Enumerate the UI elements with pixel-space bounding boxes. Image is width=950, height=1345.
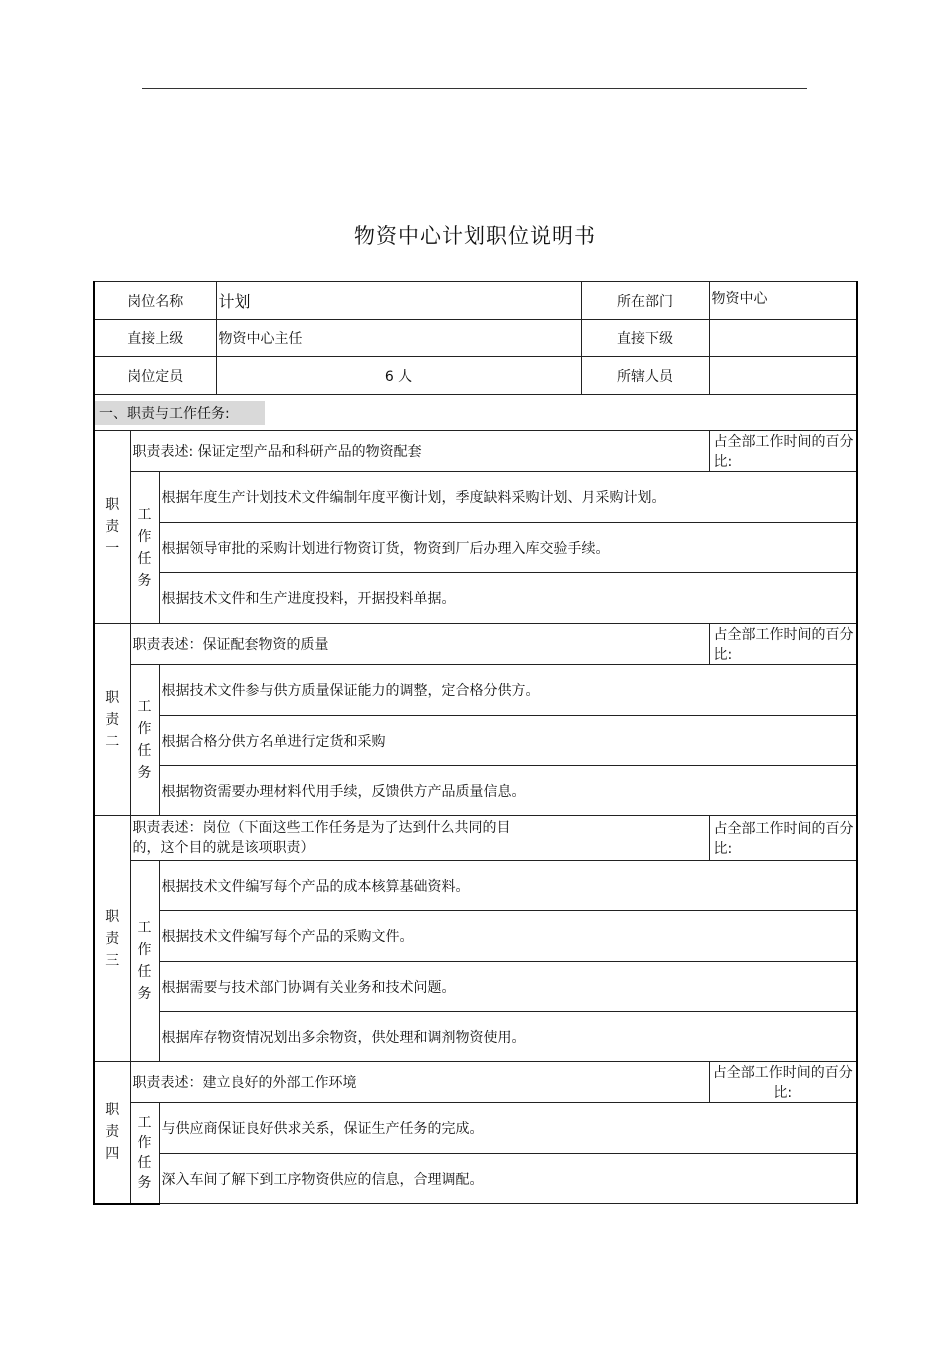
task-item: 深入车间了解下到工序物资供应的信息，合理调配。 <box>159 1154 857 1204</box>
time-percentage-label: 占全部工作时间的百分比: <box>709 624 857 665</box>
task-item: 根据技术文件参与供方质量保证能力的调整，定合格分供方。 <box>159 665 857 716</box>
position-name-label: 岗位名称 <box>94 282 216 320</box>
task-label: 工 作 任 务 <box>130 665 159 816</box>
duty-description: 职责表述：保证配套物资的质量 <box>130 624 709 665</box>
duty-label: 职 责 四 <box>94 1062 130 1204</box>
task-item: 根据库存物资情况划出多余物资，供处理和调剂物资使用。 <box>159 1012 857 1062</box>
department-label: 所在部门 <box>581 282 709 320</box>
subordinate-label: 直接下级 <box>581 320 709 357</box>
duty-description: 职责表述：建立良好的外部工作环境 <box>130 1062 709 1103</box>
headcount-label: 岗位定员 <box>94 357 216 395</box>
staff-label: 所辖人员 <box>581 357 709 395</box>
duty-description: 职责表述: 保证定型产品和科研产品的物资配套 <box>130 431 709 472</box>
department-value: 物资中心 <box>709 282 857 320</box>
time-percentage-label: 占全部工作时间的百分比: <box>709 1062 857 1103</box>
task-label: 工 作 任 务 <box>130 472 159 624</box>
headcount-value: 6 人 <box>216 357 581 395</box>
task-item: 根据需要与技术部门协调有关业务和技术问题。 <box>159 962 857 1012</box>
time-percentage-label: 占全部工作时间的百分比: <box>709 431 857 472</box>
superior-value: 物资中心主任 <box>216 320 581 357</box>
task-item: 根据技术文件编写每个产品的成本核算基础资料。 <box>159 861 857 911</box>
duty-label: 职 责 二 <box>94 624 130 816</box>
task-item: 根据合格分供方名单进行定货和采购 <box>159 716 857 766</box>
section-heading <box>94 395 857 431</box>
superior-label: 直接上级 <box>94 320 216 357</box>
task-item: 与供应商保证良好供求关系，保证生产任务的完成。 <box>159 1103 857 1154</box>
duty-description: 职责表述：岗位（下面这些工作任务是为了达到什么共同的目 的，这个目的就是该项职责） <box>130 816 709 861</box>
task-item: 根据技术文件编写每个产品的采购文件。 <box>159 911 857 962</box>
staff-value <box>709 357 857 395</box>
duty-label: 职 责 三 <box>94 816 130 1062</box>
document-title: 物资中心计划职位说明书 <box>354 224 596 248</box>
subordinate-value <box>709 320 857 357</box>
task-item: 根据技术文件和生产进度投料，开据投料单据。 <box>159 573 857 624</box>
duty-label: 职 责 一 <box>94 431 130 624</box>
task-label: 工 作 任 务 <box>130 861 159 1062</box>
job-description-table <box>93 281 858 1205</box>
time-percentage-label: 占全部工作时间的百分比: <box>709 816 857 861</box>
task-item: 根据物资需要办理材料代用手续，反馈供方产品质量信息。 <box>159 766 857 816</box>
task-label: 工 作 任 务 <box>130 1103 159 1204</box>
task-item: 根据领导审批的采购计划进行物资订货，物资到厂后办理入库交验手续。 <box>159 523 857 573</box>
task-item: 根据年度生产计划技术文件编制年度平衡计划，季度缺料采购计划、月采购计划。 <box>159 472 857 523</box>
section-heading-text: 一、职责与工作任务: <box>95 401 265 425</box>
header-rule <box>142 88 807 89</box>
position-name-value: 计划 <box>216 282 581 320</box>
